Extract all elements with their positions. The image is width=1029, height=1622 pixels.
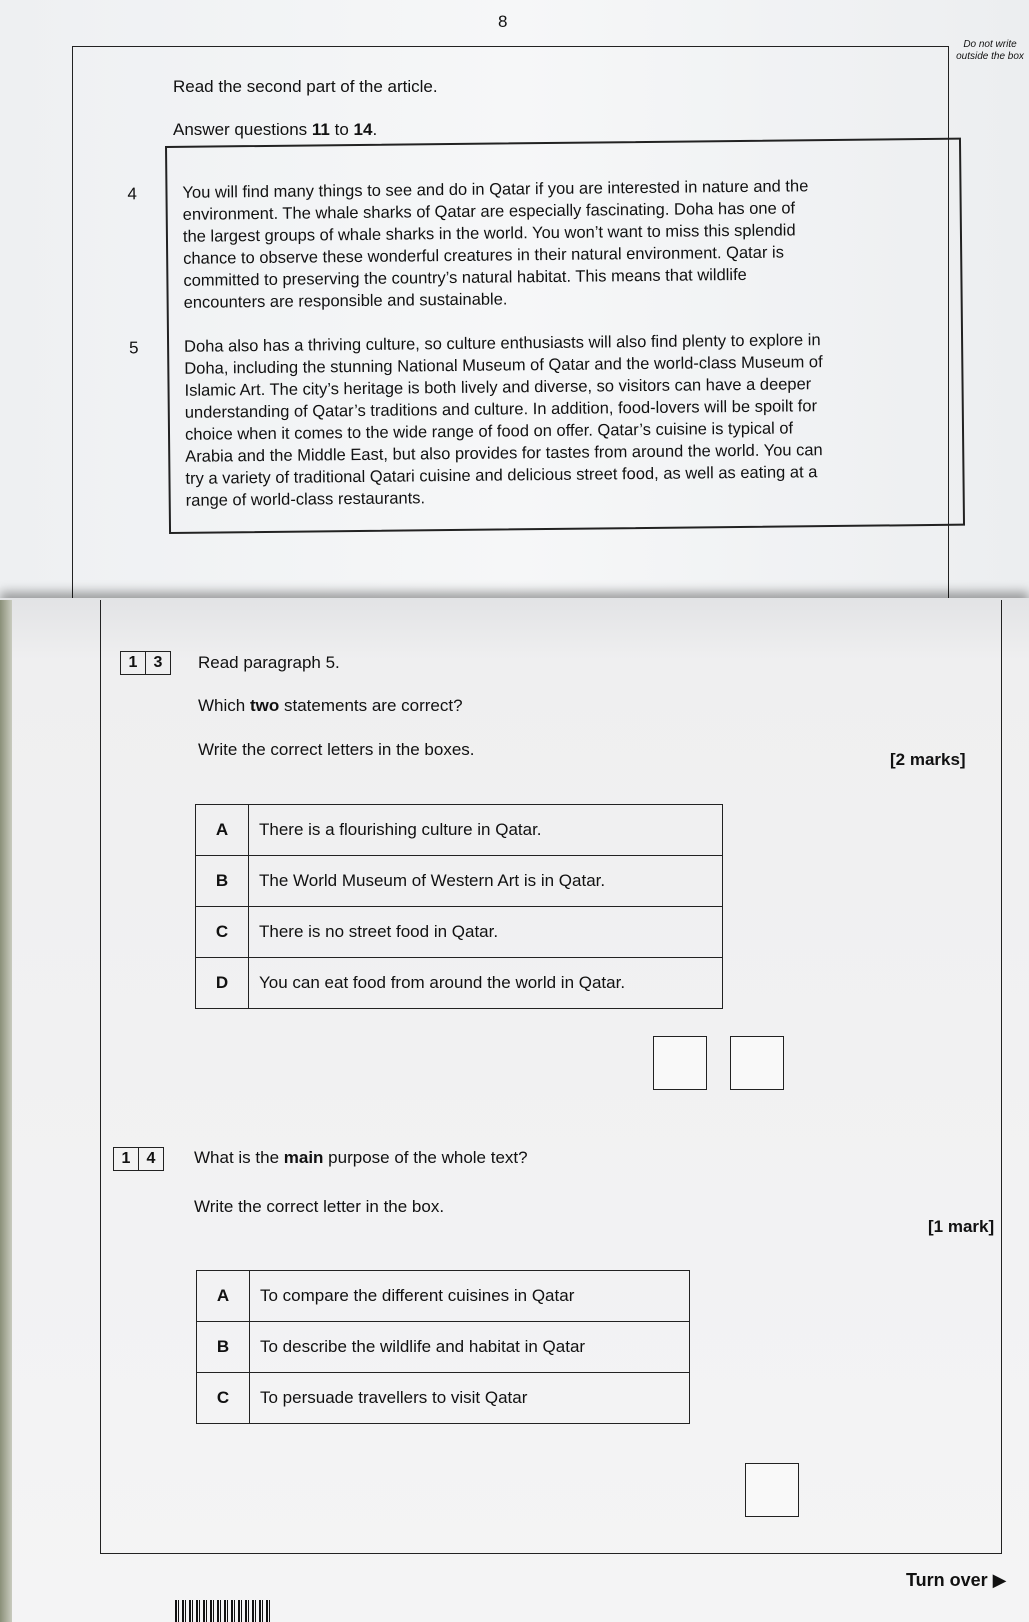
barcode xyxy=(175,1600,271,1622)
q13-option-b: B The World Museum of Western Art is in Qatar. xyxy=(196,856,723,907)
desk-edge xyxy=(0,600,12,1622)
q13-answer-box-2[interactable] xyxy=(730,1036,784,1090)
paragraph-4: You will find many things to see and do in Qatar if you are interested in nature and the environment. The whale sharks of Qatar are especially fascinating. Doha has one of the largest groups of whale sharks in the world. You won’t want to miss this splendid chance to observe these wonderful creatures in their natural environment. Qatar is committed to preserving the country’s natural habitat. This means that wildlife encounters are responsible and sustainable. xyxy=(182,177,809,312)
paragraph-5: Doha also has a thriving culture, so culture enthusiasts will also find plenty to explore in Doha, including the stunning National Museum of Qatar and the world-class Museum of Islamic Art. The city’s heritage is both lively and diverse, so visitors can have a deeper understanding of Qatar’s traditions and culture. In addition, food-lovers will be spoilt for choice when it comes to the wide range of food on offer. Qatar’s cuisine is typical of Arabia and the Middle East, but also provides for tastes from around the world. You can try a variety of traditional Qatari cuisine and delicious street food, as well as eating at a range of world-class restaurants. xyxy=(184,331,823,510)
q13-option-a: A There is a flourishing culture in Qatar. xyxy=(196,805,723,856)
paragraph-number-4: 4 xyxy=(127,184,138,204)
page-number: 8 xyxy=(498,12,508,31)
q14-options-table xyxy=(196,1270,690,1424)
q13-marks: [2 marks] xyxy=(890,750,966,769)
q13-answer-box-1[interactable] xyxy=(653,1036,707,1090)
q13-prompt: Read paragraph 5. xyxy=(198,653,340,672)
q14-question: What is the main purpose of the whole text? xyxy=(194,1148,528,1167)
q14-option-b: B To describe the wildlife and habitat in Qatar xyxy=(197,1322,690,1373)
q13-instruction: Write the correct letters in the boxes. xyxy=(198,740,475,759)
margin-note: Do not write outside the box xyxy=(956,39,1024,62)
q13-option-d: D You can eat food from around the world in Qatar. xyxy=(196,958,723,1009)
paragraph-number-5: 5 xyxy=(129,338,139,358)
q14-instruction: Write the correct letter in the box. xyxy=(194,1197,445,1216)
q14-option-a: A To compare the different cuisines in Qatar xyxy=(197,1271,690,1322)
instruction-read: Read the second part of the article. xyxy=(173,77,438,96)
instruction-answer: Answer questions 11 to 14. xyxy=(173,120,378,139)
q13-question: Which two statements are correct? xyxy=(198,696,463,715)
q14-answer-box[interactable] xyxy=(745,1463,799,1517)
q13-options-table xyxy=(195,804,723,1009)
question-number-14: 1 4 xyxy=(113,1147,164,1171)
question-number-13: 1 3 xyxy=(120,651,171,675)
q13-option-c: C There is no street food in Qatar. xyxy=(196,907,723,958)
q14-option-c: C To persuade travellers to visit Qatar xyxy=(197,1373,690,1424)
turn-over-label: Turn over ▶ xyxy=(906,1570,1007,1590)
q14-marks: [1 mark] xyxy=(928,1217,995,1236)
article-passage-box xyxy=(127,138,965,534)
